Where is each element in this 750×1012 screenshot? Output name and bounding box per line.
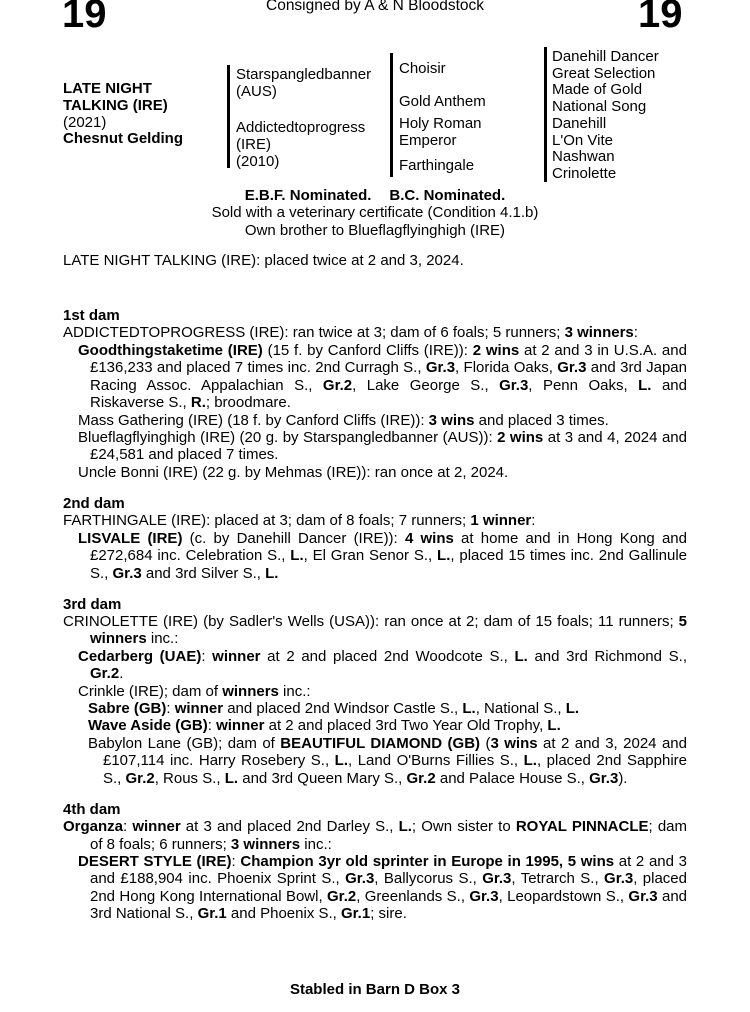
grandparent-entry: Choisir	[399, 60, 446, 77]
grandparent-entry: Holy Roman Emperor	[399, 115, 482, 149]
horse-name-line-1: LATE NIGHT	[63, 80, 152, 97]
pedigree-paragraph: Goodthingstaketime (IRE) (15 f. by Canford Cliffs (IRE)): 2 wins at 2 and 3 in U.S.A. and £136,233 and placed 7 times inc. 2nd Curragh S., Gr.3, Florida Oaks, Gr.3 and 3rd Japan Racing Assoc. Appalachian S., Gr.2, Lake George S., Gr.3, Penn Oaks, L. and Riskaverse S., R.; broodmare.	[78, 341, 687, 412]
pedigree-paragraph: Cedarberg (UAE): winner at 2 and placed 2nd Woodcote S., L. and 3rd Richmond S., Gr.2.	[78, 647, 687, 683]
pedigree-paragraph: Crinkle (IRE); dam of winners inc.:	[78, 682, 311, 700]
own-brother-note: Own brother to Blueflagflyinghigh (IRE)	[244, 221, 506, 239]
dam-suffix: (IRE)	[236, 135, 271, 153]
great-grandparent-entry: Made of Gold	[552, 81, 643, 99]
pedigree-paragraph: CRINOLETTE (IRE) (by Sadler's Wells (USA)): ran once at 2; dam of 15 foals; 11 runners; 5 winners inc.:	[63, 612, 687, 648]
consignor-line: Consigned by A & N Bloodstock	[266, 0, 484, 14]
nomination-line	[0, 187, 750, 204]
horse-description: Chesnut Gelding	[63, 130, 183, 148]
pedigree-paragraph: Uncle Bonni (IRE) (22 g. by Mehmas (IRE)): ran once at 2, 2024.	[78, 463, 509, 481]
pedigree-paragraph: LISVALE (IRE) (c. by Danehill Dancer (IRE)): 4 wins at home and in Hong Kong and £272,684 inc. Celebration S., L., El Gran Senor S., L., placed 15 times inc. 2nd Gallinule S., Gr.3 and 3rd Silver S., L.	[78, 529, 687, 582]
section-3rd-dam	[63, 596, 687, 788]
grandparent-entry: Gold Anthem	[399, 93, 486, 110]
notices-block	[0, 187, 750, 239]
stabling-note: Stabled in Barn D Box 3	[289, 981, 461, 998]
section-1st-dam	[63, 307, 687, 481]
section-4th-dam	[63, 801, 687, 923]
great-grandparent-entry: Crinolette	[552, 164, 617, 182]
section-heading: 4th dam	[63, 800, 121, 818]
horse-block	[63, 81, 231, 148]
grandparent-entry: Farthingale	[399, 157, 475, 174]
race-record: LATE NIGHT TALKING (IRE): placed twice at 2 and 3, 2024.	[63, 252, 464, 269]
pedigree-divider-2	[390, 53, 393, 177]
lot-number-left: 19	[62, 0, 107, 36]
section-heading: 3rd dam	[63, 595, 122, 613]
pedigree-divider-3	[544, 47, 547, 182]
great-grandparent-entry: L'On Vite	[552, 131, 613, 149]
sire-suffix: (AUS)	[236, 82, 277, 100]
dam-name: Addictedtoprogress	[236, 119, 366, 136]
section-heading: 1st dam	[63, 307, 120, 324]
great-grandparent-entry: Danehill	[552, 114, 607, 132]
section-2nd-dam	[63, 495, 687, 582]
great-grandparent-entry: Great Selection	[552, 64, 656, 82]
great-grandparent-entry: Nashwan	[552, 148, 615, 166]
horse-foaling-year: (2021)	[63, 113, 107, 131]
pedigree-divider-1	[227, 65, 230, 168]
pedigree-paragraph: Babylon Lane (GB); dam of BEAUTIFUL DIAMOND (GB) (3 wins at 2 and 3, 2024 and £107,114 inc. Harry Rosebery S., L., Land O'Burns Fillies S., L., placed 2nd Sapphire S., Gr.2, Rous S., L. and 3rd Queen Mary S., Gr.2 and Palace House S., Gr.3).	[88, 734, 687, 787]
bc-nominated-label: B.C. Nominated.	[389, 187, 506, 204]
sire-block	[236, 67, 388, 101]
section-heading: 2nd dam	[63, 494, 125, 512]
ebf-nominated-label: E.B.F. Nominated.	[244, 187, 372, 204]
pedigree-paragraph: FARTHINGALE (IRE): placed at 3; dam of 8 foals; 7 runners; 1 winner:	[63, 512, 536, 530]
sire-name: Starspangledbanner	[236, 66, 372, 83]
pedigree-paragraph: Wave Aside (GB): winner at 2 and placed 3rd Two Year Old Trophy, L.	[88, 717, 561, 735]
great-grandparent-entry: National Song	[552, 98, 647, 116]
pedigree-paragraph: Blueflagflyinghigh (IRE) (20 g. by Starspangledbanner (AUS)): 2 wins at 3 and 4, 2024 and £24,581 and placed 7 times.	[78, 428, 687, 464]
pedigree-paragraph: ADDICTEDTOPROGRESS (IRE): ran twice at 3; dam of 6 foals; 5 runners; 3 winners:	[63, 324, 638, 342]
pedigree-paragraph: Mass Gathering (IRE) (18 f. by Canford Cliffs (IRE)): 3 wins and placed 3 times.	[78, 411, 609, 429]
horse-name-line-2: TALKING (IRE)	[63, 96, 168, 114]
pedigree-paragraph: Organza: winner at 3 and placed 2nd Darley S., L.; Own sister to ROYAL PINNACLE; dam of 8 foals; 6 runners; 3 winners inc.:	[63, 818, 688, 853]
great-grandparent-entry: Danehill Dancer	[552, 48, 659, 65]
pedigree-paragraph: Sabre (GB): winner and placed 2nd Windsor Castle S., L., National S., L.	[88, 700, 580, 718]
pedigree-paragraph: DESERT STYLE (IRE): Champion 3yr old sprinter in Europe in 1995, 5 wins at 2 and 3 and £188,904 inc. Phoenix Sprint S., Gr.3, Ballycorus S., Gr.3, Tetrarch S., Gr.3, placed 2nd Hong Kong International Bowl, Gr.2, Greenlands S., Gr.3, Leopardstown S., Gr.3 and 3rd National S., Gr.1 and Phoenix S., Gr.1; sire.	[78, 853, 688, 923]
dam-year: (2010)	[236, 152, 280, 170]
great-grandparent-block	[552, 49, 727, 183]
vet-certificate-note: Sold with a veterinary certificate (Condition 4.1.b)	[211, 204, 539, 222]
dam-block	[236, 120, 388, 170]
lot-number-right: 19	[638, 0, 683, 36]
dam-sections	[63, 307, 687, 923]
